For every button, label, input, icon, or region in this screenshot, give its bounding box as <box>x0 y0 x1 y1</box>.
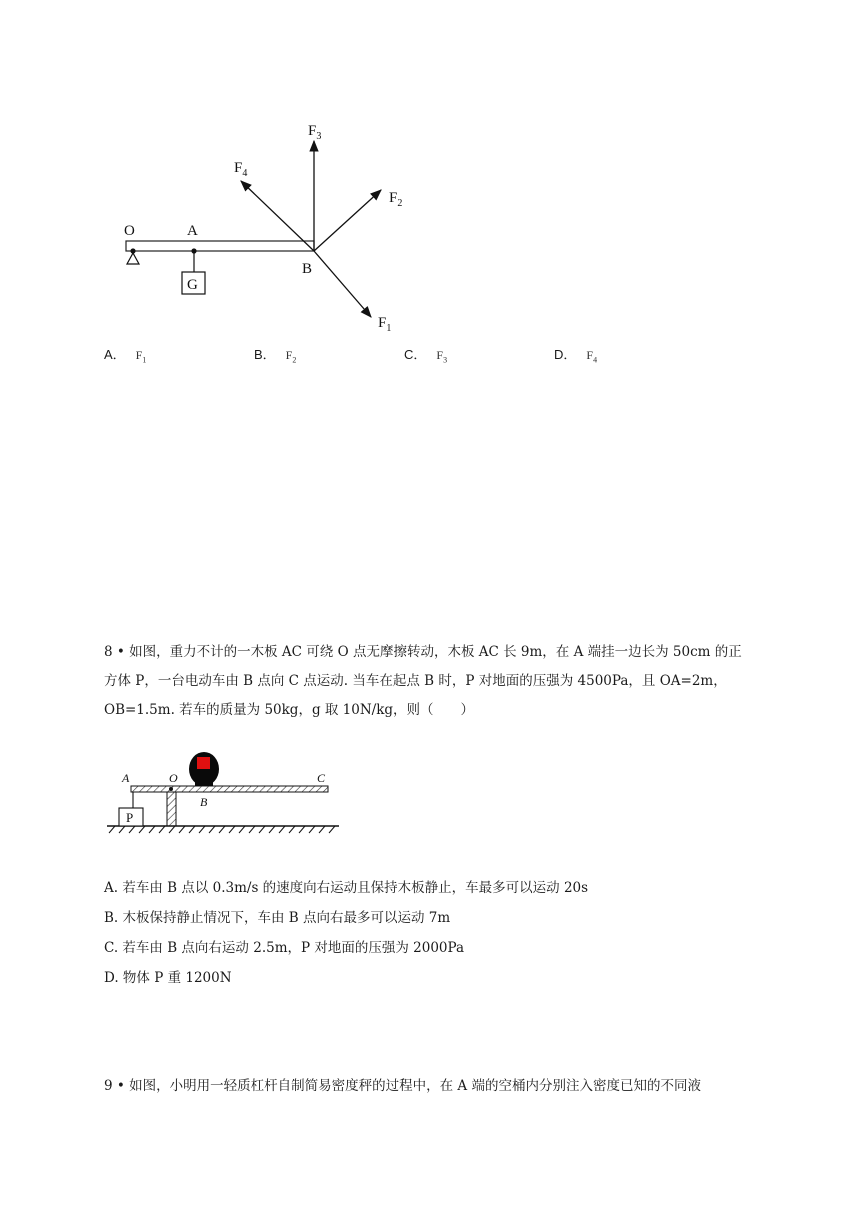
q8-stem-line-1: 8 • 如图，重力不计的一木板 AC 可绕 O 点无摩擦转动，木板 AC 长 9m，在 A 端挂一边长为 50cm 的正 <box>104 644 742 660</box>
q8-option-b: B. 木板保持静止情况下，车由 B 点向右最多可以运动 7m <box>104 910 451 926</box>
force-f1-arrow <box>314 251 371 317</box>
q8-option-d: D. 物体 P 重 1200N <box>104 970 232 986</box>
q7-option-d: D． $F_4$ <box>554 347 598 365</box>
label-o: O <box>124 223 135 239</box>
label-c: C <box>317 771 326 785</box>
label-a: A <box>122 771 130 785</box>
q7-lever-figure <box>115 115 425 340</box>
lever-bar <box>126 241 314 251</box>
q9-stem-line-1: 9 • 如图，小明用一轻质杠杆自制简易密度秤的过程中，在 A 端的空桶内分别注入密度已知的不同液 <box>104 1078 701 1094</box>
label-o: O <box>169 771 178 785</box>
q7-option-b: B． $F_2$ <box>254 347 297 365</box>
label-a: A <box>187 223 198 239</box>
pivot-o <box>169 787 173 791</box>
label-f2: $F_2$ <box>389 190 403 209</box>
label-b: B <box>200 795 208 809</box>
q8-option-c: C. 若车由 B 点向右运动 2.5m，P 对地面的压强为 2000Pa <box>104 940 465 956</box>
q7-option-c: C． $F_3$ <box>404 347 448 365</box>
support-post <box>167 792 176 826</box>
force-f2-arrow <box>314 190 381 251</box>
label-f1: $F_1$ <box>378 315 392 334</box>
fulcrum-triangle <box>127 253 139 264</box>
q8-option-a: A. 若车由 B 点以 0.3m/s 的速度向右运动且保持木板静止，车最多可以运动 20s <box>104 880 589 896</box>
label-g: G <box>187 277 198 293</box>
q8-stem-line-2: 方体 P，一台电动车由 B 点向 C 点运动. 当车在起点 B 时，P 对地面的压强为 4500Pa，且 OA=2m， <box>104 673 727 689</box>
label-f4: $F_4$ <box>234 160 248 179</box>
board-ac <box>131 786 328 792</box>
label-f3: $F_3$ <box>308 123 322 142</box>
q7-option-a: A． $F_1$ <box>104 347 147 365</box>
q8-board-figure <box>105 748 345 838</box>
label-p: P <box>126 810 134 825</box>
label-b: B <box>302 261 313 277</box>
q8-stem-line-3: OB=1.5m. 若车的质量为 50kg，g 取 10N/kg，则（ ） <box>104 702 475 718</box>
electric-car <box>189 752 219 786</box>
ground-hatch <box>109 826 335 833</box>
